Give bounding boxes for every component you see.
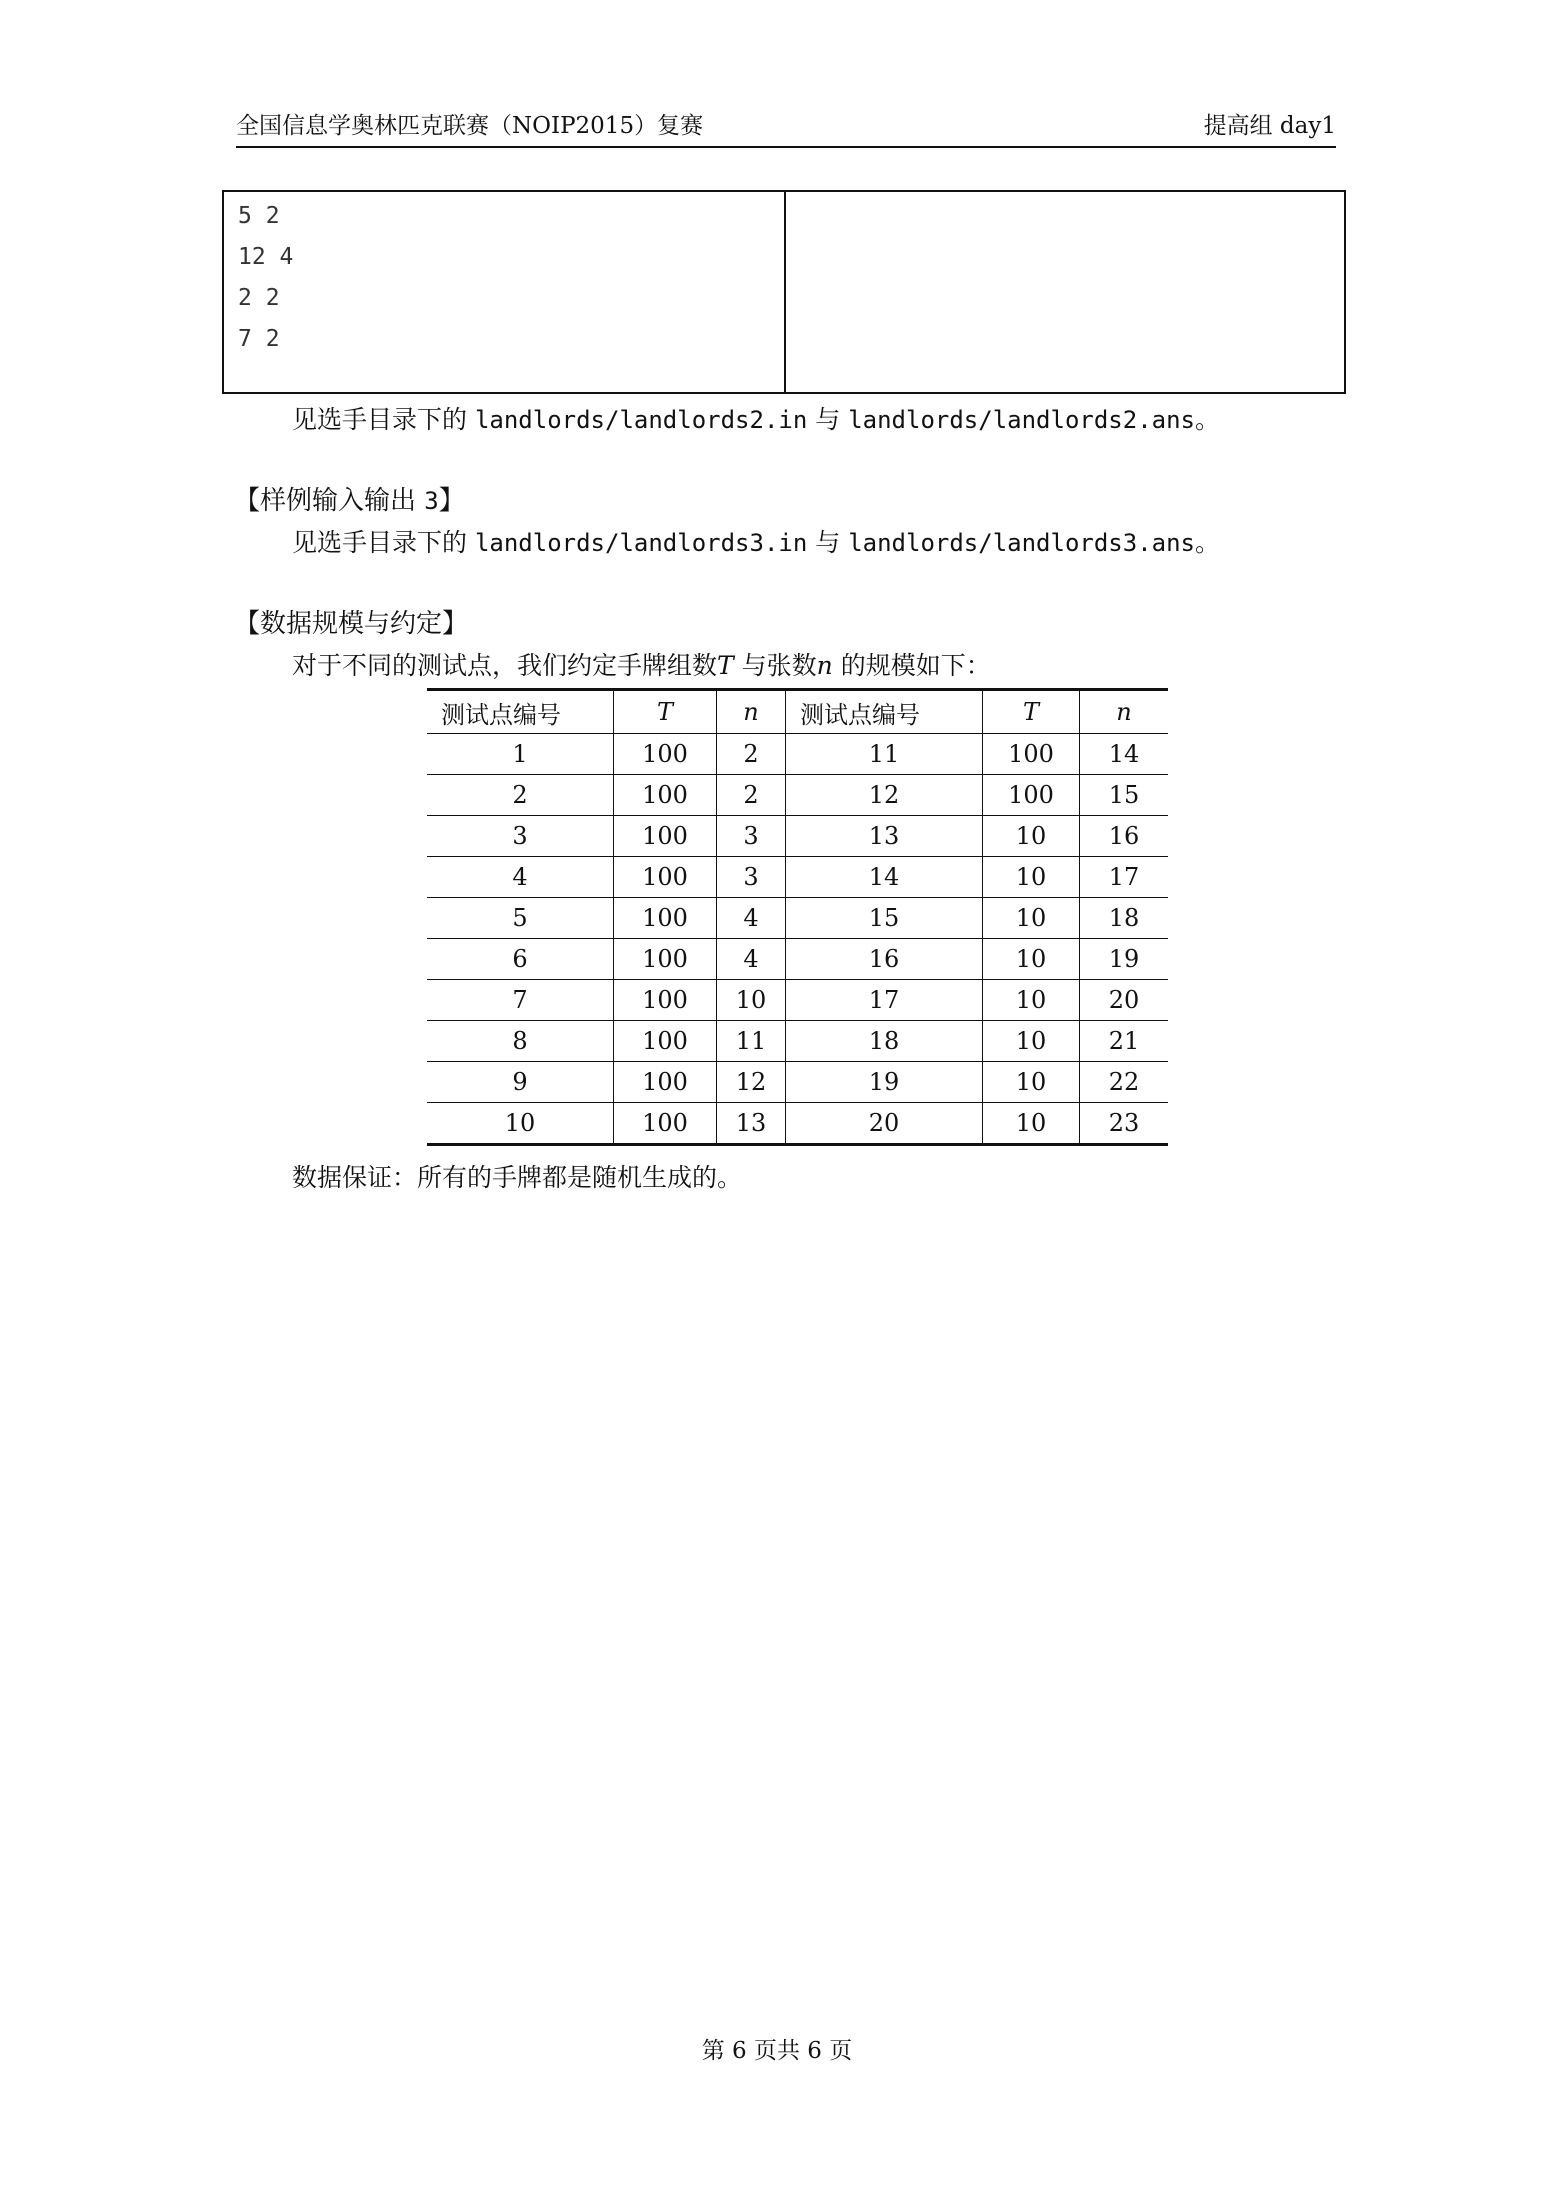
table-row: [427, 857, 1168, 898]
sample-input-line: 5 2: [238, 203, 280, 229]
table-cell: 10: [427, 1103, 614, 1145]
table-row: [427, 898, 1168, 939]
table-header-cell: n: [717, 690, 786, 734]
table-cell: 100: [614, 816, 717, 857]
table-cell: 22: [1080, 1062, 1169, 1103]
table-cell: 16: [1080, 816, 1169, 857]
page-footer: 第 6 页共 6 页: [701, 2038, 853, 2064]
table-cell: 100: [614, 1062, 717, 1103]
sample2-file-ans: landlords/landlords2.ans: [848, 406, 1195, 434]
table-cell: 8: [427, 1021, 614, 1062]
sample3-heading-prefix: 【样例输入输出: [234, 486, 425, 516]
var-T: T: [717, 651, 734, 680]
table-cell: 10: [717, 980, 786, 1021]
table-cell: 18: [786, 1021, 983, 1062]
table-cell: 4: [717, 898, 786, 939]
sample-io-table: [222, 190, 1346, 394]
sample3-note: [292, 525, 1220, 561]
table-cell: 9: [427, 1062, 614, 1103]
sample3-heading-suffix: 】: [438, 486, 465, 516]
table-cell: 17: [1080, 857, 1169, 898]
table-cell: 10: [983, 1062, 1080, 1103]
header-group: 提高组 day1: [1203, 113, 1336, 139]
sample2-suffix: 。: [1194, 405, 1220, 434]
table-body: [427, 734, 1168, 1145]
table-cell: 100: [614, 775, 717, 816]
header-title: 全国信息学奥林匹克联赛（NOIP2015）复赛: [236, 113, 704, 139]
table-cell: 21: [1080, 1021, 1169, 1062]
sample3-heading-num: 3: [424, 487, 439, 515]
sample3-suffix: 。: [1194, 528, 1220, 557]
data-guarantee: 数据保证：所有的手牌都是随机生成的。: [292, 1163, 743, 1192]
table-header-cell: 测试点编号: [427, 690, 614, 734]
table-cell: 20: [1080, 980, 1169, 1021]
table-cell: 2: [427, 775, 614, 816]
table-cell: 100: [614, 734, 717, 775]
table-cell: 13: [786, 816, 983, 857]
table-cell: 4: [427, 857, 614, 898]
table-row: [427, 1103, 1168, 1145]
scale-table: [427, 688, 1168, 1146]
table-cell: 100: [614, 1021, 717, 1062]
table-cell: 11: [717, 1021, 786, 1062]
sample2-note: [292, 402, 1220, 438]
table-cell: 10: [983, 1103, 1080, 1145]
sample-input-cell: [224, 192, 786, 392]
table-header-cell: n: [1080, 690, 1169, 734]
table-cell: 6: [427, 939, 614, 980]
table-cell: 10: [983, 1021, 1080, 1062]
table-cell: 12: [786, 775, 983, 816]
table-cell: 7: [427, 980, 614, 1021]
table-cell: 14: [786, 857, 983, 898]
scale-intro-c: 的规模如下：: [832, 651, 991, 680]
table-cell: 10: [983, 898, 1080, 939]
table-cell: 13: [717, 1103, 786, 1145]
table-row: [427, 734, 1168, 775]
table-cell: 100: [614, 980, 717, 1021]
table-row: [427, 980, 1168, 1021]
sample3-file-in: landlords/landlords3.in: [474, 529, 808, 557]
table-cell: 17: [786, 980, 983, 1021]
sample3-prefix: 见选手目录下的: [292, 528, 475, 557]
sample2-file-in: landlords/landlords2.in: [474, 406, 808, 434]
table-cell: 16: [786, 939, 983, 980]
table-row: [427, 816, 1168, 857]
table-cell: 15: [786, 898, 983, 939]
table-cell: 2: [717, 775, 786, 816]
sample3-file-ans: landlords/landlords3.ans: [848, 529, 1195, 557]
sample-input-line: 2 2: [238, 285, 280, 311]
table-header-cell: T: [614, 690, 717, 734]
table-cell: 100: [614, 898, 717, 939]
sample3-mid: 与: [807, 528, 849, 557]
table-cell: 14: [1080, 734, 1169, 775]
table-cell: 3: [427, 816, 614, 857]
table-cell: 19: [786, 1062, 983, 1103]
sample-output-cell: [786, 192, 1344, 392]
table-cell: 11: [786, 734, 983, 775]
table-cell: 100: [614, 1103, 717, 1145]
sample3-heading: [234, 483, 465, 519]
table-cell: 20: [786, 1103, 983, 1145]
table-cell: 10: [983, 857, 1080, 898]
table-cell: 100: [614, 857, 717, 898]
sample2-mid: 与: [807, 405, 849, 434]
table-cell: 10: [983, 980, 1080, 1021]
table-row: [427, 1062, 1168, 1103]
sample-input-line: 7 2: [238, 326, 280, 352]
table-cell: 2: [717, 734, 786, 775]
sample-input-line: 12 4: [238, 244, 294, 270]
table-cell: 18: [1080, 898, 1169, 939]
table-cell: 1: [427, 734, 614, 775]
page-header: [236, 110, 1336, 148]
table-cell: 12: [717, 1062, 786, 1103]
table-cell: 15: [1080, 775, 1169, 816]
table-row: [427, 939, 1168, 980]
sample2-prefix: 见选手目录下的: [292, 405, 475, 434]
scale-intro-b: 与张数: [733, 651, 817, 680]
table-header-cell: 测试点编号: [786, 690, 983, 734]
table-cell: 5: [427, 898, 614, 939]
table-cell: 10: [983, 939, 1080, 980]
table-row: [427, 775, 1168, 816]
table-cell: 100: [983, 734, 1080, 775]
table-cell: 3: [717, 816, 786, 857]
scale-intro-a: 对于不同的测试点，我们约定手牌组数: [292, 651, 718, 680]
var-n: n: [816, 651, 833, 680]
table-cell: 100: [614, 939, 717, 980]
table-header-cell: T: [983, 690, 1080, 734]
table-cell: 4: [717, 939, 786, 980]
table-row: [427, 1021, 1168, 1062]
table-cell: 19: [1080, 939, 1169, 980]
scale-heading: 【数据规模与约定】: [234, 609, 469, 639]
table-cell: 3: [717, 857, 786, 898]
table-cell: 100: [983, 775, 1080, 816]
table-cell: 10: [983, 816, 1080, 857]
table-cell: 23: [1080, 1103, 1169, 1145]
scale-intro: [292, 648, 991, 684]
table-header-row: [427, 690, 1168, 734]
